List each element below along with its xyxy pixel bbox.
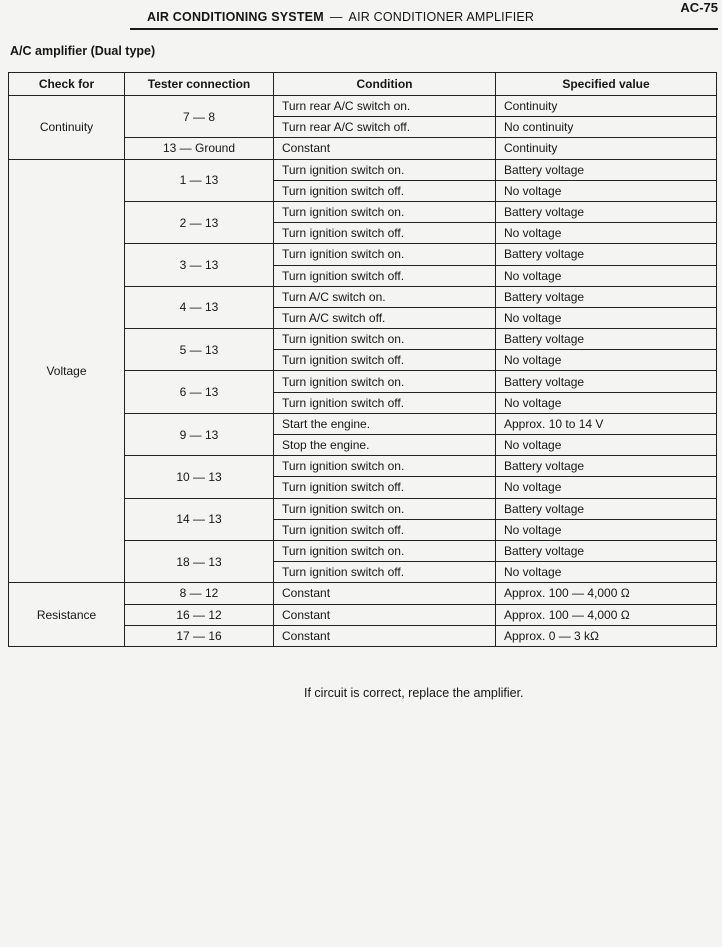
specified-value-cell: Continuity — [496, 138, 717, 159]
specified-value-cell: Battery voltage — [496, 201, 717, 222]
condition-cell: Turn ignition switch off. — [274, 180, 496, 201]
header-separator: — — [329, 10, 343, 24]
condition-cell: Turn ignition switch on. — [274, 540, 496, 561]
specified-value-cell: No voltage — [496, 562, 717, 583]
specified-value-cell: No voltage — [496, 265, 717, 286]
specified-value-cell: Approx. 0 — 3 kΩ — [496, 625, 717, 646]
check-for-cell: Resistance — [9, 583, 125, 647]
specified-value-cell: Battery voltage — [496, 456, 717, 477]
condition-cell: Turn ignition switch on. — [274, 329, 496, 350]
footer-note: If circuit is correct, replace the amplifier. — [304, 686, 524, 700]
condition-cell: Turn rear A/C switch off. — [274, 117, 496, 138]
amplifier-inspection-table — [8, 72, 717, 647]
specified-value-cell: Approx. 100 — 4,000 Ω — [496, 583, 717, 604]
tester-connection-cell: 6 — 13 — [125, 371, 274, 413]
header-title: AIR CONDITIONING SYSTEM — [147, 10, 324, 24]
tester-connection-cell: 10 — 13 — [125, 456, 274, 498]
condition-cell: Start the engine. — [274, 413, 496, 434]
tester-connection-cell: 16 — 12 — [125, 604, 274, 625]
tester-connection-cell: 4 — 13 — [125, 286, 274, 328]
table-row — [9, 96, 717, 117]
table-row — [9, 583, 717, 604]
condition-cell: Turn ignition switch on. — [274, 498, 496, 519]
specified-value-cell: No voltage — [496, 392, 717, 413]
specified-value-cell: Approx. 100 — 4,000 Ω — [496, 604, 717, 625]
tester-connection-cell: 13 — Ground — [125, 138, 274, 159]
page-header — [130, 6, 718, 30]
column-header: Tester connection — [125, 73, 274, 96]
specified-value-cell: No voltage — [496, 223, 717, 244]
condition-cell: Turn ignition switch off. — [274, 265, 496, 286]
condition-cell: Constant — [274, 583, 496, 604]
condition-cell: Constant — [274, 625, 496, 646]
specified-value-cell: Battery voltage — [496, 540, 717, 561]
condition-cell: Turn ignition switch off. — [274, 223, 496, 244]
table-row — [9, 159, 717, 180]
column-header: Check for — [9, 73, 125, 96]
section-title: A/C amplifier (Dual type) — [10, 44, 156, 58]
tester-connection-cell: 8 — 12 — [125, 583, 274, 604]
column-header: Specified value — [496, 73, 717, 96]
condition-cell: Turn ignition switch off. — [274, 562, 496, 583]
condition-cell: Constant — [274, 138, 496, 159]
condition-cell: Turn ignition switch off. — [274, 392, 496, 413]
header-subtitle: AIR CONDITIONER AMPLIFIER — [348, 10, 535, 24]
specified-value-cell: No voltage — [496, 307, 717, 328]
condition-cell: Turn ignition switch off. — [274, 519, 496, 540]
specified-value-cell: Battery voltage — [496, 498, 717, 519]
specified-value-cell: Continuity — [496, 96, 717, 117]
specified-value-cell: No voltage — [496, 180, 717, 201]
tester-connection-cell: 17 — 16 — [125, 625, 274, 646]
condition-cell: Turn ignition switch off. — [274, 350, 496, 371]
tester-connection-cell: 1 — 13 — [125, 159, 274, 201]
specified-value-cell: No voltage — [496, 519, 717, 540]
specified-value-cell: Battery voltage — [496, 159, 717, 180]
condition-cell: Turn ignition switch on. — [274, 371, 496, 392]
column-header: Condition — [274, 73, 496, 96]
table-body — [9, 96, 717, 647]
condition-cell: Constant — [274, 604, 496, 625]
specified-value-cell: No voltage — [496, 477, 717, 498]
specified-value-cell: Battery voltage — [496, 371, 717, 392]
tester-connection-cell: 7 — 8 — [125, 96, 274, 138]
tester-connection-cell: 3 — 13 — [125, 244, 274, 286]
page-header-title — [147, 10, 534, 24]
condition-cell: Turn A/C switch off. — [274, 307, 496, 328]
condition-cell: Turn ignition switch on. — [274, 201, 496, 222]
condition-cell: Turn ignition switch on. — [274, 159, 496, 180]
page-number: AC-75 — [680, 0, 718, 15]
condition-cell: Turn ignition switch on. — [274, 244, 496, 265]
check-for-cell: Voltage — [9, 159, 125, 583]
tester-connection-cell: 2 — 13 — [125, 201, 274, 243]
specified-value-cell: Battery voltage — [496, 244, 717, 265]
condition-cell: Turn ignition switch off. — [274, 477, 496, 498]
condition-cell: Turn ignition switch on. — [274, 456, 496, 477]
specified-value-cell: Approx. 10 to 14 V — [496, 413, 717, 434]
specified-value-cell: No continuity — [496, 117, 717, 138]
specified-value-cell: Battery voltage — [496, 286, 717, 307]
check-for-cell: Continuity — [9, 96, 125, 160]
condition-cell: Stop the engine. — [274, 435, 496, 456]
condition-cell: Turn A/C switch on. — [274, 286, 496, 307]
specified-value-cell: No voltage — [496, 435, 717, 456]
specified-value-cell: No voltage — [496, 350, 717, 371]
tester-connection-cell: 9 — 13 — [125, 413, 274, 455]
tester-connection-cell: 14 — 13 — [125, 498, 274, 540]
table-header-row — [9, 73, 717, 96]
condition-cell: Turn rear A/C switch on. — [274, 96, 496, 117]
tester-connection-cell: 5 — 13 — [125, 329, 274, 371]
tester-connection-cell: 18 — 13 — [125, 540, 274, 582]
specified-value-cell: Battery voltage — [496, 329, 717, 350]
